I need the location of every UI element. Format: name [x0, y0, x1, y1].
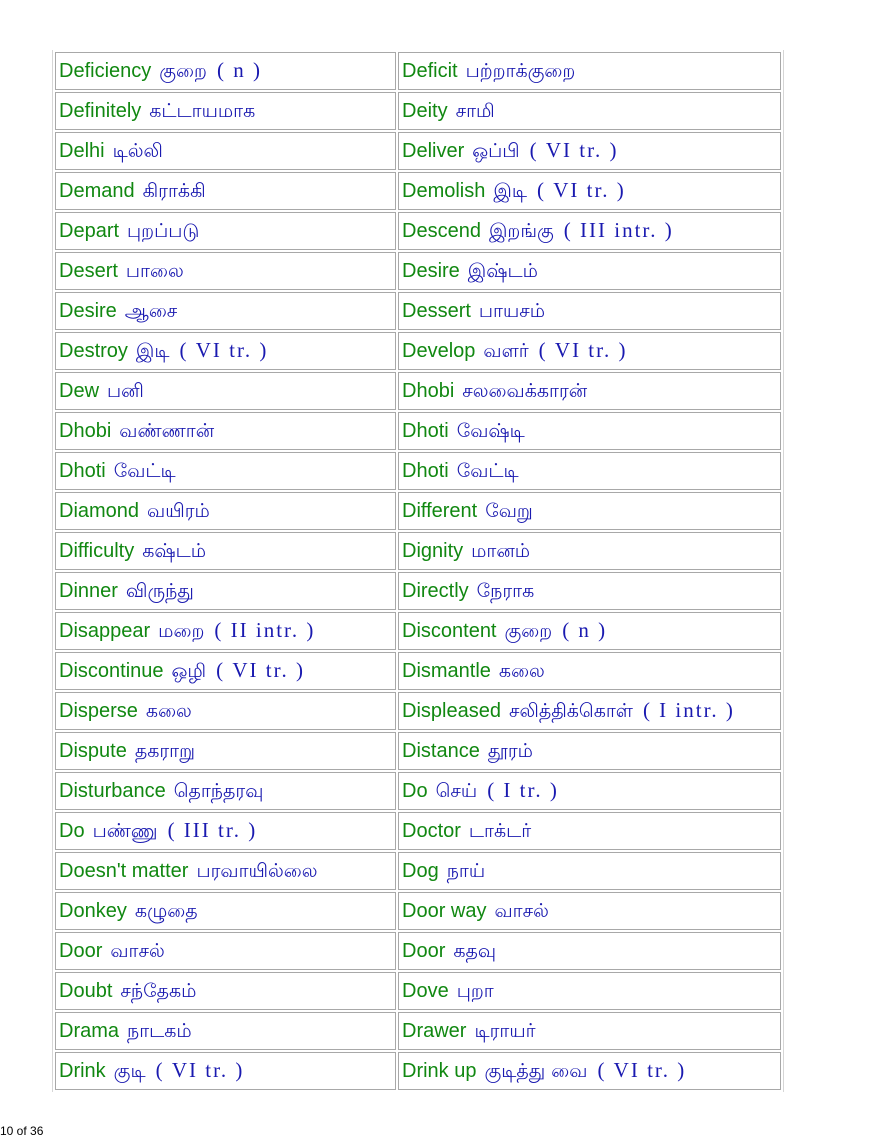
- english-word: Diamond: [59, 500, 140, 522]
- entry-cell-left: [55, 852, 396, 890]
- grammar-note: ( I intr. ): [642, 698, 735, 722]
- grammar-note: ( VI tr. ): [536, 178, 626, 202]
- entry-cell-right: [398, 332, 781, 370]
- english-word: Drama: [59, 1020, 120, 1042]
- tamil-translation: குடித்து வை: [484, 1060, 588, 1082]
- english-word: Dhobi: [402, 380, 455, 402]
- tamil-translation: ஒப்பி: [472, 140, 520, 162]
- grammar-note: ( VI tr. ): [216, 658, 305, 682]
- vocabulary-table-body: [55, 52, 781, 1090]
- english-word: Difficulty: [59, 540, 135, 562]
- english-word: Door: [59, 940, 103, 962]
- table-row: [55, 652, 781, 690]
- english-word: Definitely: [59, 100, 142, 122]
- tamil-translation: குடி: [113, 1060, 146, 1082]
- entry-cell-left: [55, 732, 396, 770]
- english-word: Dove: [402, 980, 449, 1002]
- page-number: 10 of 36: [0, 1124, 44, 1138]
- entry-cell-left: [55, 772, 396, 810]
- table-row: [55, 212, 781, 250]
- grammar-note: ( III tr. ): [167, 818, 258, 842]
- tamil-translation: நாய்: [446, 860, 486, 882]
- english-word: Disperse: [59, 700, 138, 722]
- entry-cell-left: [55, 212, 396, 250]
- table-row: [55, 52, 781, 90]
- table-row: [55, 932, 781, 970]
- table-row: [55, 132, 781, 170]
- tamil-translation: வேட்டி: [113, 460, 176, 482]
- entry-cell-left: [55, 452, 396, 490]
- entry-cell-left: [55, 892, 396, 930]
- entry-cell-left: [55, 252, 396, 290]
- english-word: Dignity: [402, 540, 464, 562]
- grammar-note: ( VI tr. ): [597, 1058, 687, 1082]
- entry-cell-left: [55, 372, 396, 410]
- table-row: [55, 372, 781, 410]
- table-row: [55, 92, 781, 130]
- entry-cell-right: [398, 532, 781, 570]
- entry-cell-right: [398, 652, 781, 690]
- entry-cell-right: [398, 252, 781, 290]
- table-row: [55, 492, 781, 530]
- table-row: [55, 612, 781, 650]
- tamil-translation: சலித்திக்கொள்: [508, 700, 633, 722]
- entry-cell-left: [55, 1012, 396, 1050]
- entry-cell-left: [55, 572, 396, 610]
- english-word: Drink: [59, 1060, 106, 1082]
- tamil-translation: இஷ்டம்: [467, 260, 538, 282]
- english-word: Develop: [402, 340, 476, 362]
- english-word: Drawer: [402, 1020, 467, 1042]
- tamil-translation: டிராயர்: [474, 1020, 536, 1042]
- entry-cell-left: [55, 972, 396, 1010]
- entry-cell-left: [55, 52, 396, 90]
- english-word: Deficit: [402, 60, 458, 82]
- tamil-translation: மறை: [158, 620, 205, 642]
- english-word: Desert: [59, 260, 118, 282]
- tamil-translation: பற்றாக்குறை: [465, 60, 576, 82]
- entry-cell-left: [55, 332, 396, 370]
- entry-cell-right: [398, 52, 781, 90]
- grammar-note: ( VI tr. ): [538, 338, 628, 362]
- entry-cell-right: [398, 92, 781, 130]
- entry-cell-left: [55, 172, 396, 210]
- tamil-translation: பரவாயில்லை: [196, 860, 318, 882]
- english-word: Disappear: [59, 620, 151, 642]
- grammar-note: ( VI tr. ): [529, 138, 619, 162]
- grammar-note: ( VI tr. ): [179, 338, 269, 362]
- tamil-translation: கழுதை: [134, 900, 198, 922]
- entry-cell-right: [398, 172, 781, 210]
- table-row: [55, 732, 781, 770]
- tamil-translation: புறப்படு: [127, 220, 200, 242]
- tamil-translation: கட்டாயமாக: [149, 100, 256, 122]
- entry-cell-right: [398, 212, 781, 250]
- english-word: Dhoti: [59, 460, 106, 482]
- english-word: Donkey: [59, 900, 127, 922]
- table-row: [55, 1052, 781, 1090]
- table-row: [55, 332, 781, 370]
- table-row: [55, 252, 781, 290]
- entry-cell-right: [398, 132, 781, 170]
- tamil-translation: இடி: [493, 180, 527, 202]
- entry-cell-right: [398, 492, 781, 530]
- english-word: Deficiency: [59, 60, 152, 82]
- english-word: Descend: [402, 220, 481, 242]
- entry-cell-right: [398, 772, 781, 810]
- grammar-note: ( II intr. ): [214, 618, 316, 642]
- english-word: Doesn't matter: [59, 860, 189, 882]
- grammar-note: ( III intr. ): [563, 218, 674, 242]
- english-word: Dhobi: [59, 420, 112, 442]
- tamil-translation: தகராறு: [134, 740, 195, 762]
- entry-cell-left: [55, 812, 396, 850]
- entry-cell-right: [398, 972, 781, 1010]
- english-word: Delhi: [59, 140, 105, 162]
- entry-cell-right: [398, 452, 781, 490]
- entry-cell-left: [55, 92, 396, 130]
- tamil-translation: குறை: [159, 60, 207, 82]
- tamil-translation: சாமி: [455, 100, 495, 122]
- english-word: Displeased: [402, 700, 501, 722]
- entry-cell-left: [55, 492, 396, 530]
- tamil-translation: ஆசை: [124, 300, 178, 322]
- english-word: Do: [59, 820, 85, 842]
- english-word: Different: [402, 500, 478, 522]
- tamil-translation: தொந்தரவு: [173, 780, 264, 802]
- english-word: Directly: [402, 580, 469, 602]
- table-row: [55, 772, 781, 810]
- english-word: Deity: [402, 100, 448, 122]
- tamil-translation: பாலை: [125, 260, 184, 282]
- english-word: Desire: [402, 260, 460, 282]
- tamil-translation: இறங்கு: [488, 220, 554, 242]
- tamil-translation: கலை: [145, 700, 192, 722]
- tamil-translation: மானம்: [471, 540, 531, 562]
- tamil-translation: வேறு: [485, 500, 533, 522]
- entry-cell-right: [398, 1052, 781, 1090]
- english-word: Do: [402, 780, 428, 802]
- entry-cell-right: [398, 852, 781, 890]
- entry-cell-left: [55, 692, 396, 730]
- english-word: Demolish: [402, 180, 486, 202]
- english-word: Dhoti: [402, 420, 449, 442]
- tamil-translation: புறா: [456, 980, 494, 1002]
- tamil-translation: பாயசம்: [478, 300, 546, 322]
- entry-cell-right: [398, 572, 781, 610]
- tamil-translation: டாக்டர்: [468, 820, 532, 842]
- tamil-translation: டில்லி: [112, 140, 163, 162]
- english-word: Dew: [59, 380, 100, 402]
- tamil-translation: வண்ணான்: [119, 420, 215, 442]
- entry-cell-right: [398, 732, 781, 770]
- entry-cell-right: [398, 412, 781, 450]
- grammar-note: ( n ): [562, 618, 608, 642]
- english-word: Dispute: [59, 740, 127, 762]
- english-word: Depart: [59, 220, 120, 242]
- tamil-translation: வாசல்: [494, 900, 549, 922]
- english-word: Dismantle: [402, 660, 491, 682]
- vocabulary-table-container: [52, 50, 784, 1092]
- table-row: [55, 572, 781, 610]
- tamil-translation: கலை: [498, 660, 545, 682]
- tamil-translation: செய்: [435, 780, 478, 802]
- english-word: Dessert: [402, 300, 471, 322]
- tamil-translation: குறை: [504, 620, 553, 642]
- table-row: [55, 292, 781, 330]
- entry-cell-left: [55, 292, 396, 330]
- grammar-note: ( I tr. ): [487, 778, 559, 802]
- entry-cell-right: [398, 812, 781, 850]
- english-word: Door way: [402, 900, 487, 922]
- english-word: Discontent: [402, 620, 497, 642]
- english-word: Disturbance: [59, 780, 166, 802]
- table-row: [55, 852, 781, 890]
- tamil-translation: விருந்து: [125, 580, 194, 602]
- entry-cell-left: [55, 612, 396, 650]
- english-word: Discontinue: [59, 660, 164, 682]
- table-row: [55, 972, 781, 1010]
- table-row: [55, 812, 781, 850]
- table-row: [55, 532, 781, 570]
- entry-cell-right: [398, 932, 781, 970]
- english-word: Deliver: [402, 140, 465, 162]
- english-word: Desire: [59, 300, 117, 322]
- entry-cell-right: [398, 1012, 781, 1050]
- entry-cell-right: [398, 372, 781, 410]
- entry-cell-left: [55, 532, 396, 570]
- entry-cell-right: [398, 612, 781, 650]
- tamil-translation: வயிரம்: [147, 500, 210, 522]
- english-word: Dinner: [59, 580, 118, 602]
- table-row: [55, 412, 781, 450]
- english-word: Dhoti: [402, 460, 449, 482]
- tamil-translation: சந்தேகம்: [120, 980, 197, 1002]
- tamil-translation: நாடகம்: [127, 1020, 192, 1042]
- table-row: [55, 892, 781, 930]
- tamil-translation: வேட்டி: [456, 460, 519, 482]
- entry-cell-left: [55, 412, 396, 450]
- entry-cell-right: [398, 292, 781, 330]
- english-word: Dog: [402, 860, 439, 882]
- tamil-translation: ஒழி: [171, 660, 207, 682]
- vocabulary-table: [53, 50, 783, 1092]
- tamil-translation: கிராக்கி: [142, 180, 206, 202]
- tamil-translation: சலவைக்காரன்: [462, 380, 588, 402]
- table-row: [55, 172, 781, 210]
- entry-cell-right: [398, 692, 781, 730]
- english-word: Demand: [59, 180, 135, 202]
- entry-cell-left: [55, 132, 396, 170]
- tamil-translation: பண்ணு: [92, 820, 158, 842]
- tamil-translation: நேராக: [476, 580, 535, 602]
- entry-cell-right: [398, 892, 781, 930]
- table-row: [55, 452, 781, 490]
- table-row: [55, 692, 781, 730]
- tamil-translation: இடி: [135, 340, 170, 362]
- grammar-note: ( n ): [216, 58, 262, 82]
- entry-cell-left: [55, 932, 396, 970]
- grammar-note: ( VI tr. ): [155, 1058, 245, 1082]
- english-word: Destroy: [59, 340, 128, 362]
- entry-cell-left: [55, 652, 396, 690]
- tamil-translation: வேஷ்டி: [456, 420, 525, 442]
- tamil-translation: பனி: [107, 380, 144, 402]
- tamil-translation: வளர்: [483, 340, 529, 362]
- english-word: Door: [402, 940, 446, 962]
- tamil-translation: தூரம்: [487, 740, 533, 762]
- entry-cell-left: [55, 1052, 396, 1090]
- tamil-translation: வாசல்: [110, 940, 165, 962]
- english-word: Doubt: [59, 980, 113, 1002]
- tamil-translation: கஷ்டம்: [142, 540, 207, 562]
- english-word: Drink up: [402, 1060, 477, 1082]
- tamil-translation: கதவு: [453, 940, 497, 962]
- table-row: [55, 1012, 781, 1050]
- english-word: Doctor: [402, 820, 461, 842]
- english-word: Distance: [402, 740, 480, 762]
